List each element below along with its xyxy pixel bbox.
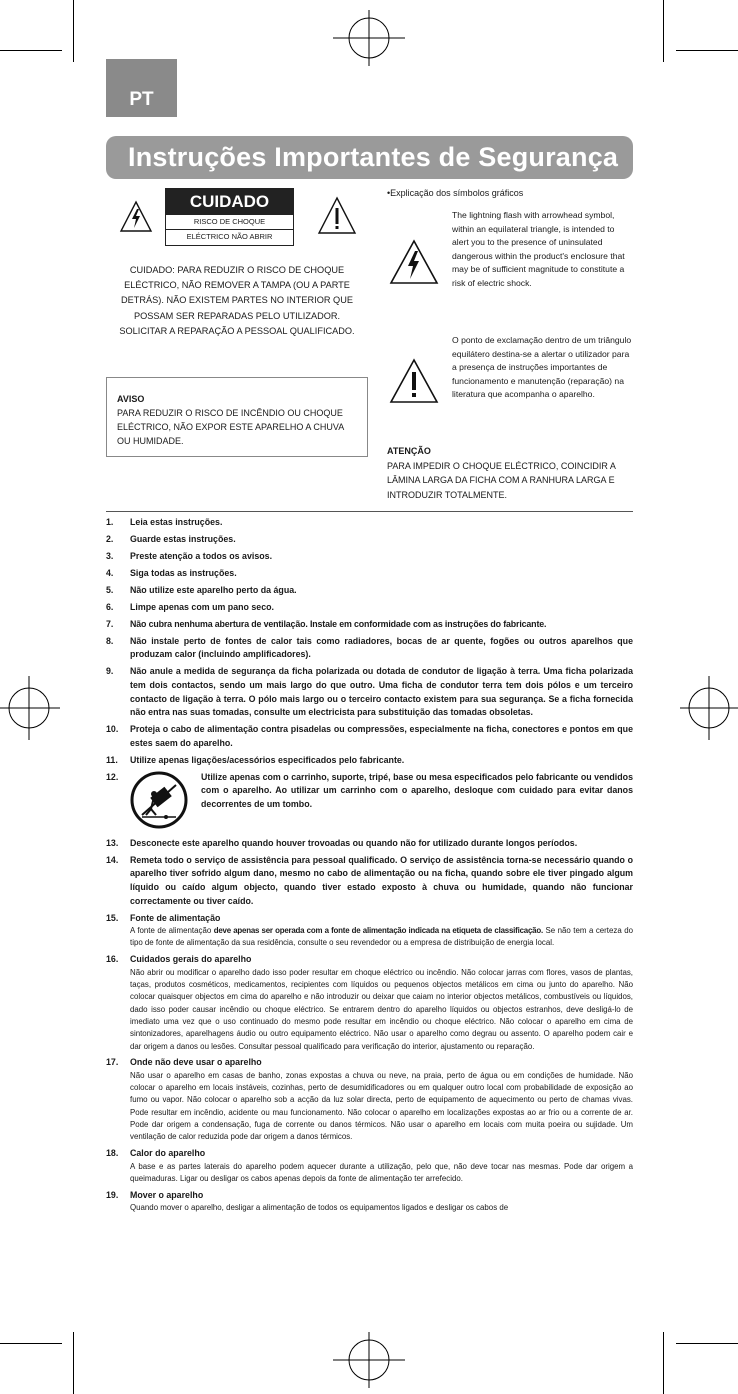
exclamation-warning-icon: [317, 196, 357, 236]
list-item: [106, 550, 633, 564]
item-number: 1.: [106, 517, 114, 527]
item-number: 18.: [106, 1147, 119, 1158]
item-number: 19.: [106, 1189, 119, 1200]
caution-label-line2: ELÉCTRICO NÃO ABRIR: [186, 232, 273, 241]
registration-mark: [333, 10, 405, 66]
item-heading: Onde não deve usar o aparelho: [130, 1057, 262, 1068]
item-number: 3.: [106, 550, 114, 561]
list-item: [106, 635, 633, 662]
item-text: Leia estas instruções.: [130, 517, 223, 527]
item-number: 8.: [106, 635, 114, 646]
exclamation-warning-icon: [389, 358, 439, 404]
item-text: Não usar o aparelho em casas de banho, zonas expostas a chuva ou neve, na praia, perto de água ou em condições de humidade. Não colocar o aparelho em locais instáveis, cozinhas, perto de desumidificadores ou em qualquer outro local com probabilidade de exposição ao fumo ou vapor. Não colocar o aparelho sob a acção da luz solar directa, perto de equipamento de aquecimento ou perto de chamas vivas. Pode resultar em incêndio, acidente ou mau funcionamento. Não colocar o aparelho em localizações expostas ao ar frio ou a corrente de ar. Pode dar origem a condensação, fuga de corrente ou danos térmicos. Não usar o aparelho em locais com muita poeira ou sujidade. Um ventilação de calor reduzida pode dar origem a danos térmicos.: [130, 1070, 633, 1142]
item-text-emphasis: deve apenas ser operada com a fonte de alimentação indicada na etiqueta de classificação.: [213, 926, 543, 936]
item-text: Siga todas as instruções.: [130, 567, 237, 578]
item-number: 12.: [106, 771, 119, 782]
page-title: Instruções Importantes de Segurança: [106, 136, 633, 179]
registration-mark: [0, 676, 60, 740]
list-item: [106, 854, 633, 908]
list-item: [106, 1056, 633, 1143]
list-item: [106, 567, 633, 581]
item-heading: Mover o aparelho: [130, 1189, 204, 1200]
item-text: Não anule a medida de segurança da ficha polarizada ou dotada de condutor de ligação à terra. Uma ficha polarizada tem dois contactos, sendo um mais largo do que outro. Uma ficha de condutor terra tem dois pólos e um terceiro contacto de ligação à terra. O pólo mais largo ou o terceiro contacto existem para sua segurança. Se a ficha fornecida não entra nas suas tomadas, consulte um electricista para substituição das tomadas obsoletas.: [130, 666, 633, 718]
item-number: 7.: [106, 618, 114, 629]
registration-mark: [680, 676, 738, 740]
list-item: [106, 516, 633, 530]
symbols-title: •Explicação dos símbolos gráficos: [387, 188, 524, 198]
aviso-text: PARA REDUZIR O RISCO DE INCÊNDIO OU CHOQUE ELÉCTRICO, NÃO EXPOR ESTE APARELHO A CHUVA OU HUMIDADE.: [117, 408, 344, 446]
list-item: [106, 912, 633, 950]
list-item: [106, 665, 633, 719]
exclamation-explanation: O ponto de exclamação dentro de um triângulo equilátero destina-se a alertar o utilizador para a presença de instruções importantes de funcionamento e manutenção (reparação) na literatura que acompanha o aparelho.: [452, 335, 632, 399]
list-item: [106, 1147, 633, 1185]
aviso-box: [106, 377, 368, 457]
item-text: Remeta todo o serviço de assistência para pessoal qualificado. O serviço de assistência torna-se necessário quando o aparelho tiver sofrido algum dano, mesmo no cabo de alimentação ou na ficha, quando sobre ele tiver pingado algum líquido ou caído algum objecto, quando tiver estado exposto à chuva ou humidade, quando não funcionar correctamente ou tiver caído.: [130, 854, 633, 906]
item-text: Não cubra nenhuma abertura de ventilação. Instale em conformidade com as instruções do fabricante.: [130, 618, 547, 629]
item-number: 16.: [106, 954, 119, 965]
item-text: Preste atenção a todos os avisos.: [130, 550, 273, 561]
list-item: [106, 533, 633, 547]
list-item: [106, 771, 633, 831]
lightning-warning-icon: [389, 239, 439, 285]
list-item: [106, 754, 633, 768]
item-heading: Cuidados gerais do aparelho: [130, 954, 252, 965]
item-text: Desconecte este aparelho quando houver trovoadas ou quando não for utilizado durante longos períodos.: [130, 837, 578, 848]
caution-label-line1: RISCO DE CHOQUE: [166, 215, 293, 230]
item-text-rest: Se não tem a certeza do tipo de fonte de alimentação da sua residência, consulte o seu revendedor ou a empresa de distribuição de energia local.: [130, 926, 633, 948]
item-text: Não instale perto de fontes de calor tais como radiadores, bocas de ar quente, fogões ou outros aparelhos que produzam calor (incluindo amplificadores).: [130, 635, 633, 660]
item-text: Limpe apenas com um pano seco.: [130, 601, 274, 612]
caution-section: [106, 186, 368, 339]
list-item: [106, 837, 633, 851]
item-number: 17.: [106, 1057, 119, 1068]
item-number: 9.: [106, 666, 114, 677]
item-text-lead: A fonte de alimentação: [130, 926, 214, 936]
item-number: 5.: [106, 584, 114, 595]
item-number: 2.: [106, 533, 114, 544]
list-item: [106, 1189, 633, 1215]
item-heading: Calor do aparelho: [130, 1147, 206, 1158]
language-tab: PT: [106, 59, 177, 117]
item-text: Proteja o cabo de alimentação contra pisadelas ou compressões, especialmente na ficha, conectores e pontos em que estes saem do aparelho.: [130, 724, 633, 748]
item-number: 14.: [106, 854, 119, 865]
item-text: Quando mover o aparelho, desligar a alimentação de todos os equipamentos ligados e desligar os cabos de: [130, 1203, 509, 1213]
list-item: [106, 618, 633, 632]
crop-mark: [676, 1343, 738, 1344]
crop-mark: [73, 0, 74, 62]
crop-mark: [676, 50, 738, 51]
item-text: A base e as partes laterais do aparelho podem aquecer durante a utilização, pelo que, não deve tocar nas mesmas. Pode dar origem a queimaduras. Ligar ou desligar os cabos apenas depois da fonte de alimentação ter arrefecido.: [130, 1161, 633, 1183]
symbols-section: [387, 188, 637, 434]
list-item: [106, 601, 633, 615]
caution-label-heading: CUIDADO: [166, 189, 293, 215]
lightning-explanation: The lightning flash with arrowhead symbol, within an equilateral triangle, is intended to alert you to the presence of uninsulated dangerous within the product's enclosure that may be of sufficient magnitude to constitute a risk of electric shock.: [452, 210, 625, 288]
list-item: [106, 584, 633, 598]
lightning-warning-icon: [119, 200, 153, 234]
cart-warning-icon: [130, 771, 188, 829]
item-text: Guarde estas instruções.: [130, 533, 236, 544]
item-text: Utilize apenas ligações/acessórios especificados pelo fabricante.: [130, 754, 405, 765]
instruction-list: [106, 516, 633, 1218]
item-heading: Fonte de alimentação: [130, 912, 221, 923]
registration-mark: [333, 1332, 405, 1388]
item-number: 6.: [106, 601, 114, 612]
item-number: 13.: [106, 837, 119, 848]
crop-mark: [663, 1332, 664, 1394]
item-number: 15.: [106, 912, 119, 923]
crop-mark: [73, 1332, 74, 1394]
item-number: 4.: [106, 567, 114, 578]
atencao-heading: ATENÇÃO: [387, 446, 431, 456]
crop-mark: [0, 1343, 62, 1344]
item-text: Utilize apenas com o carrinho, suporte, tripé, base ou mesa especificados pelo fabricante ou vendidos com o aparelho. Ao utilizar um carrinho com o aparelho, desloque com cuidado para evitar danos decorrentes de um tombo.: [201, 771, 633, 809]
list-item: [106, 723, 633, 750]
item-text: [130, 925, 633, 950]
item-text: Não utilize este aparelho perto da água.: [130, 584, 297, 595]
atencao-section: [387, 444, 637, 502]
item-text: Não abrir ou modificar o aparelho dado isso poder resultar em choque eléctrico ou incêndio. Não colocar jarras com flores, vasos de plantas, taças, produtos cosméticos, medicamentos, recipientes com líquidos ou pequenos objectos metálicos em cima ou junto do aparelho. Não colocar quaisquer objectos em cima do aparelho e não introduzir ou deixar que caiam no interior objectos metálicos, combustíveis ou líquidos, dado isso poder causar incêndio ou choque eléctrico. Se entrarem dentro do aparelho líquidos ou objectos estranhos, deve desligá-lo de imediato uma vez que o uso continuado do mesmo pode resultar em incêndio ou choque eléctrico. Não colocar o aparelho em cima de sintonizadores, aparelhagens áudio ou outro equipamento eléctrico. Não usar o aparelho como degrau ou assento. O aparelho podem cair e dar origem a danos ou lesões. Consultar pessoal qualificado para verificação do interior, ajustamento ou reparação.: [130, 967, 633, 1051]
atencao-text: PARA IMPEDIR O CHOQUE ELÉCTRICO, COINCIDIR A LÂMINA LARGA DA FICHA COM A RANHURA LARGA E INTRODUZIR TOTALMENTE.: [387, 460, 616, 500]
crop-mark: [663, 0, 664, 62]
caution-label: [165, 188, 294, 246]
caution-text: CUIDADO: PARA REDUZIR O RISCO DE CHOQUE ELÉCTRICO, NÃO REMOVER A TAMPA (OU A PARTE DETRÁS). NÃO EXISTEM PARTES NO INTERIOR QUE POSSAM SER REPARADAS PELO UTILIZADOR. SOLICITAR A REPARAÇÃO A PESSOAL QUALIFICADO.: [119, 265, 355, 336]
divider: [106, 511, 633, 512]
list-item: [106, 953, 633, 1053]
aviso-heading: AVISO: [117, 394, 145, 404]
item-number: 10.: [106, 724, 119, 735]
item-number: 11.: [106, 754, 118, 765]
crop-mark: [0, 50, 62, 51]
